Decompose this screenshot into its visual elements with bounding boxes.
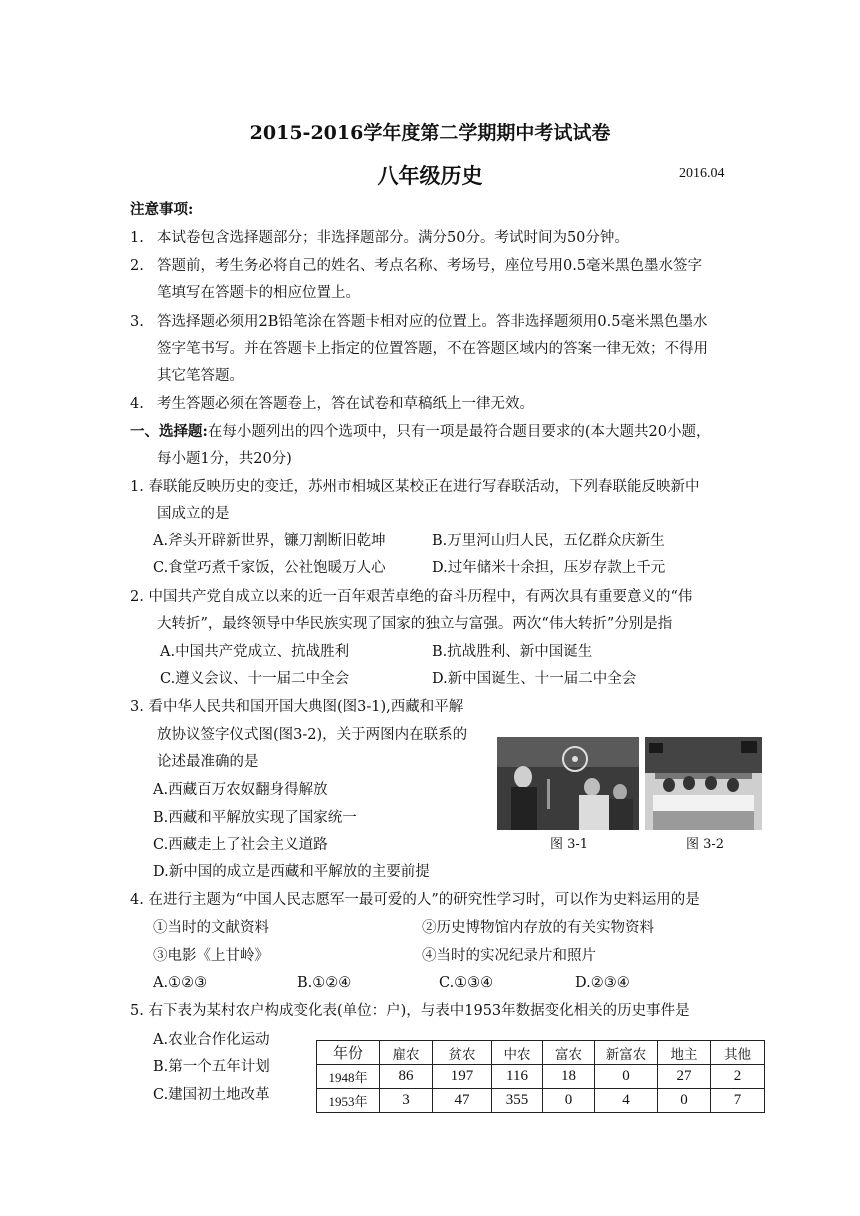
question-1-option-a: A.斧头开辟新世界，镰刀割断旧乾坤: [153, 533, 386, 549]
question-5-option-a: A.农业合作化运动: [153, 1032, 270, 1048]
question-3-option-a: A.西藏百万农奴翻身得解放: [153, 782, 328, 798]
note-number: 3.: [130, 314, 144, 330]
table-header-cell: 富农: [543, 1041, 595, 1065]
question-4-option-a: A.①②③: [153, 975, 208, 991]
note-item-2: [130, 256, 702, 276]
question-2-stem: 2. 中国共产党自成立以来的近一百年艰苦卓绝的奋斗历程中，有两次具有重要意义的“伟: [130, 589, 693, 605]
exam-subtitle: 八年级历史: [377, 163, 483, 188]
table-cell: 7: [711, 1089, 765, 1113]
tibet-agreement-photo: [645, 737, 762, 830]
table-row: [317, 1065, 765, 1089]
question-1-stem-cont: 国成立的是: [157, 506, 230, 522]
question-3-stem-cont: 论述最准确的是: [157, 754, 259, 770]
note-text-cont: 签字笔书写。并在答题卡上指定的位置答题，不在答题区域内的答案一律无效；不得用: [157, 341, 708, 357]
table-cell: 3: [380, 1089, 433, 1113]
question-3-option-c: C.西藏走上了社会主义道路: [153, 837, 328, 853]
question-1-option-d: D.过年储米十余担，压岁存款上千元: [432, 560, 666, 576]
question-4-source-3: ③电影《上甘岭》: [153, 948, 269, 964]
question-3-option-b: B.西藏和平解放实现了国家统一: [153, 810, 357, 826]
note-text-cont: 其它笔答题。: [157, 368, 244, 384]
note-text: 考生答题必须在答题卷上，答在试卷和草稿纸上一律无效。: [157, 396, 534, 412]
question-2-option-d: D.新中国诞生、十一届二中全会: [432, 671, 637, 687]
question-4-stem: 4. 在进行主题为“中国人民志愿军一最可爱的人”的研究性学习时，可以作为史料运用的是: [130, 892, 700, 908]
question-5-stem: 5. 右下表为某村农户构成变化表(单位：户)，与表中1953年数据变化相关的历史事件是: [130, 1003, 690, 1019]
question-1-option-b: B.万里河山归人民，五亿群众庆新生: [432, 533, 665, 549]
notes-heading: 注意事项:: [130, 201, 194, 218]
table-header-cell: 贫农: [433, 1041, 492, 1065]
section-desc-cont: 每小题1分，共20分): [157, 451, 292, 467]
question-4-option-d: D.②③④: [575, 975, 630, 991]
table-header-row: [317, 1041, 765, 1065]
table-cell: 18: [543, 1065, 595, 1089]
table-cell: 1948年: [317, 1065, 380, 1089]
question-5-option-b: B.第一个五年计划: [153, 1059, 270, 1075]
note-text: 答题前，考生务必将自己的姓名、考点名称、考场号，座位号用0.5毫米黑色墨水签字: [157, 258, 703, 274]
household-table: [316, 1040, 765, 1113]
table-cell: 47: [433, 1089, 492, 1113]
question-5-option-c: C.建国初土地改革: [153, 1087, 270, 1103]
question-3-stem: 3. 看中华人民共和国开国大典图(图3-1),西藏和平解: [130, 699, 464, 715]
note-text: 答选择题必须用2B铅笔涂在答题卡相对应的位置上。答非选择题须用0.5毫米黑色墨水: [157, 314, 708, 330]
question-4-source-2: ②历史博物馆内存放的有关实物资料: [422, 920, 654, 936]
founding-ceremony-photo: [497, 737, 639, 830]
table-header-cell: 年份: [317, 1041, 380, 1065]
table-cell: 116: [492, 1065, 543, 1089]
note-number: 1.: [130, 230, 144, 246]
question-2-option-a: A.中国共产党成立、抗战胜利: [160, 644, 350, 660]
question-1-option-c: C.食堂巧煮千家饭，公社饱暖万人心: [153, 560, 386, 576]
table-header-cell: 中农: [492, 1041, 543, 1065]
note-number: 4.: [130, 396, 144, 412]
table-cell: 27: [658, 1065, 711, 1089]
table-header-cell: 其他: [711, 1041, 765, 1065]
question-4-source-1: ①当时的文献资料: [153, 920, 269, 936]
question-4-source-4: ④当时的实况纪录片和照片: [422, 948, 596, 964]
table-cell: 197: [433, 1065, 492, 1089]
question-3-option-d: D.新中国的成立是西藏和平解放的主要前提: [153, 864, 430, 880]
question-2-option-b: B.抗战胜利、新中国诞生: [432, 644, 593, 660]
note-item-1: [130, 228, 629, 248]
table-cell: 355: [492, 1089, 543, 1113]
note-item-4: [130, 394, 534, 414]
exam-title: 2015-2016学年度第二学期期中考试试卷: [249, 122, 611, 144]
section-heading: [130, 422, 710, 442]
table-cell: 0: [543, 1089, 595, 1113]
question-4-option-b: B.①②④: [297, 975, 352, 991]
table-cell: 0: [595, 1065, 658, 1089]
table-row: [317, 1089, 765, 1113]
question-3-figures: [497, 737, 762, 851]
question-2-option-c: C.遵义会议、十一届二中全会: [160, 671, 350, 687]
table-cell: 1953年: [317, 1089, 380, 1113]
question-1-stem: 1. 春联能反映历史的变迁，苏州市相城区某校正在进行写春联活动，下列春联能反映新中: [130, 479, 700, 495]
figure-3-1-caption: 图 3-1: [549, 837, 589, 852]
question-3-stem-cont: 放协议签字仪式图(图3-2)，关于两图内在联系的: [157, 727, 468, 743]
table-cell: 0: [658, 1089, 711, 1113]
section-desc: 在每小题列出的四个选项中，只有一项是最符合题目要求的(本大题共20小题，: [207, 424, 711, 440]
exam-date: 2016.04: [679, 166, 725, 181]
table-cell: 2: [711, 1065, 765, 1089]
question-2-stem-cont: 大转折”，最终领导中华民族实现了国家的独立与富强。两次“伟大转折”分别是指: [157, 616, 673, 632]
note-item-3: [130, 312, 707, 332]
note-text: 本试卷包含选择题部分；非选择题部分。满分50分。考试时间为50分钟。: [157, 230, 629, 246]
question-4-option-c: C.①③④: [439, 975, 494, 991]
table-cell: 86: [380, 1065, 433, 1089]
section-label: 一、选择题:: [130, 423, 208, 440]
table-cell: 4: [595, 1089, 658, 1113]
table-header-cell: 新富农: [595, 1041, 658, 1065]
note-text-cont: 笔填写在答题卡的相应位置上。: [157, 285, 360, 301]
note-number: 2.: [130, 258, 144, 274]
table-header-cell: 雇农: [380, 1041, 433, 1065]
table-header-cell: 地主: [658, 1041, 711, 1065]
figure-3-2-caption: 图 3-2: [685, 837, 725, 852]
